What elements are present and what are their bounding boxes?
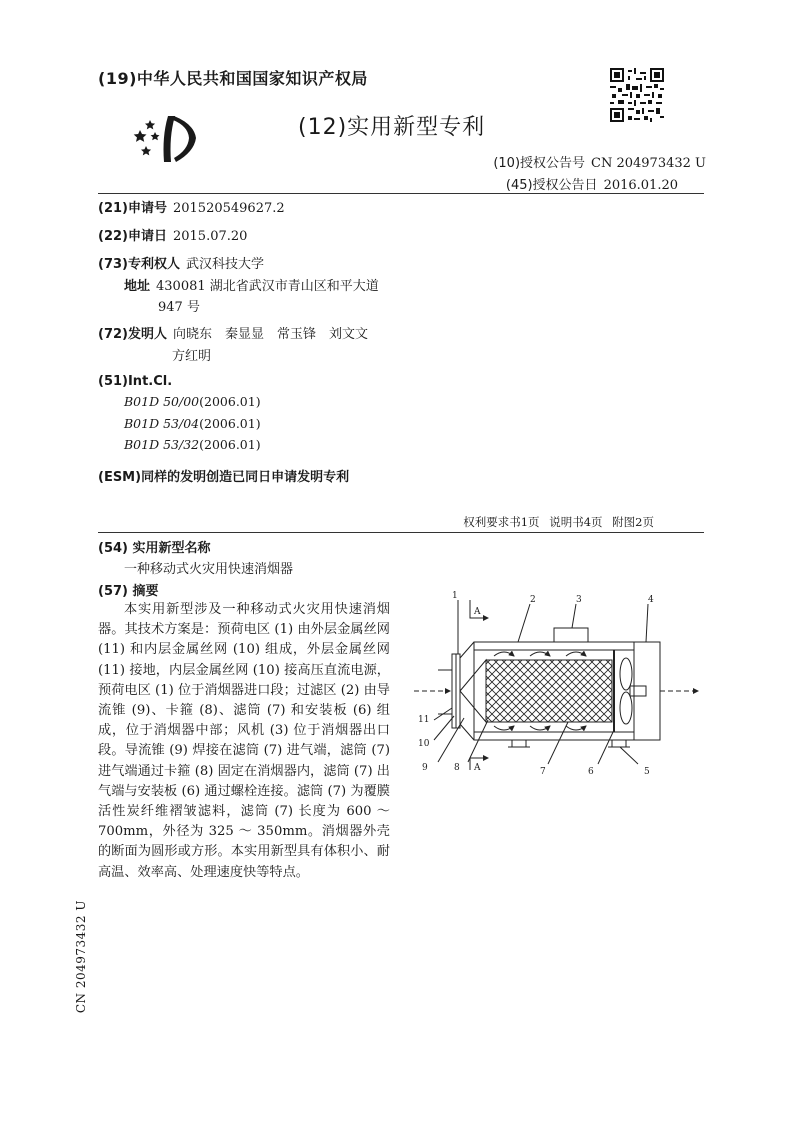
- title-label: (54) 实用新型名称: [98, 541, 211, 556]
- intcl-code: B01D 50/00: [124, 394, 200, 409]
- patentee-name: 武汉科技大学: [185, 257, 264, 272]
- application-date-label: (22)申请日: [98, 229, 167, 244]
- esm-note: (ESM)同样的发明创造已同日申请发明专利: [98, 470, 350, 485]
- intcl-row: [98, 374, 172, 389]
- figure-label-6: 6: [588, 767, 594, 777]
- figure-label-1: 1: [452, 591, 458, 601]
- inventor-row: [98, 323, 368, 342]
- intcl-version: (2006.01): [199, 437, 261, 452]
- abstract-figure: [408, 590, 708, 790]
- inventor-names-line2: 方红明: [172, 349, 212, 364]
- section-mark-top: A: [474, 607, 481, 617]
- publication-date-label: (45)授权公告日: [505, 178, 598, 193]
- publication-date: 2016.01.20: [603, 178, 678, 193]
- header-divider: [98, 193, 704, 194]
- abstract-label-row: [98, 580, 159, 599]
- publication-number-row: [493, 152, 706, 171]
- application-number-row: [98, 197, 285, 216]
- publication-number: CN 204973432 U: [591, 156, 706, 171]
- figure-label-3: 3: [576, 595, 582, 605]
- application-number: 201520549627.2: [172, 201, 285, 216]
- abstract-label: (57) 摘要: [98, 584, 159, 599]
- inventor-names-line1: 向晓东 秦显显 常玉锋 刘文文: [172, 327, 368, 342]
- patentee-label: (73)专利权人: [98, 257, 180, 272]
- intcl-entry: [124, 416, 261, 431]
- page-count-info: 权利要求书1页 说明书4页 附图2页: [463, 515, 654, 529]
- figure-label-4: 4: [648, 595, 654, 605]
- address-label: 地址: [124, 279, 151, 294]
- title-label-row: [98, 537, 211, 556]
- patentee-row: [98, 253, 264, 272]
- intcl-entry: [124, 394, 261, 409]
- inventor-label: (72)发明人: [98, 327, 167, 342]
- figure-label-2: 2: [530, 595, 536, 605]
- intcl-code: B01D 53/04: [124, 416, 200, 431]
- section-mark-bottom: A: [474, 763, 481, 773]
- figure-label-10: 10: [418, 739, 430, 749]
- intcl-version: (2006.01): [199, 394, 261, 409]
- address-line1: 430081 湖北省武汉市青山区和平大道: [156, 279, 379, 294]
- abstract-text: 本实用新型涉及一种移动式火灾用快速消烟器。其技术方案是：预荷电区 (1) 由外层金属丝网 (11) 和内层金属丝网 (10) 组成，外层金属丝网 (11) 接地，内层金属丝网 (10) 接高压直流电源，预荷电区 (1) 位于消烟器进口段；过滤区 (2) 由导流锥 (9)、卡箍 (8)、滤筒 (7) 和安装板 (6) 组成，位于消烟器中部；风机 (3) 位于消烟器出口段。导流锥 (9) 焊接在滤筒 (7) 进气端，滤筒 (7) 进气端通过卡箍 (8) 固定在消烟器内，滤筒 (7) 出气端与安装板 (6) 通过螺栓连接。滤筒 (7) 为覆膜活性炭纤维褶皱滤料，滤筒 (7) 长度为 600 ～ 700mm，外径为 325 ～ 350mm。消烟器外壳的断面为圆形或方形。本实用新型具有体积小、耐高温、效率高、处理速度快等特点。: [98, 602, 390, 880]
- figure-label-9: 9: [422, 763, 428, 773]
- qr-code-icon: [610, 68, 664, 122]
- figure-label-5: 5: [644, 767, 650, 777]
- address-line2: 947 号: [158, 300, 200, 315]
- figure-label-8: 8: [454, 763, 460, 773]
- side-publication-number: CN 204973432 U: [74, 900, 88, 1014]
- cnipa-emblem-icon: [128, 108, 208, 168]
- intcl-entry: [124, 437, 261, 452]
- utility-model-title: 一种移动式火灾用快速消烟器: [124, 562, 294, 577]
- figure-label-7: 7: [540, 767, 546, 777]
- office-name: (19)中华人民共和国国家知识产权局: [98, 69, 368, 88]
- application-number-label: (21)申请号: [98, 201, 167, 216]
- document-type: (12)实用新型专利: [298, 115, 486, 140]
- figure-label-11: 11: [418, 715, 430, 725]
- address-row: [124, 275, 379, 294]
- intcl-label: (51)Int.Cl.: [98, 374, 173, 389]
- publication-date-row: [506, 174, 678, 193]
- publication-number-label: (10)授权公告号: [493, 156, 586, 171]
- application-date-row: [98, 225, 247, 244]
- section-divider: [98, 532, 704, 533]
- intcl-version: (2006.01): [199, 416, 261, 431]
- intcl-code: B01D 53/32: [124, 437, 200, 452]
- application-date: 2015.07.20: [172, 229, 248, 244]
